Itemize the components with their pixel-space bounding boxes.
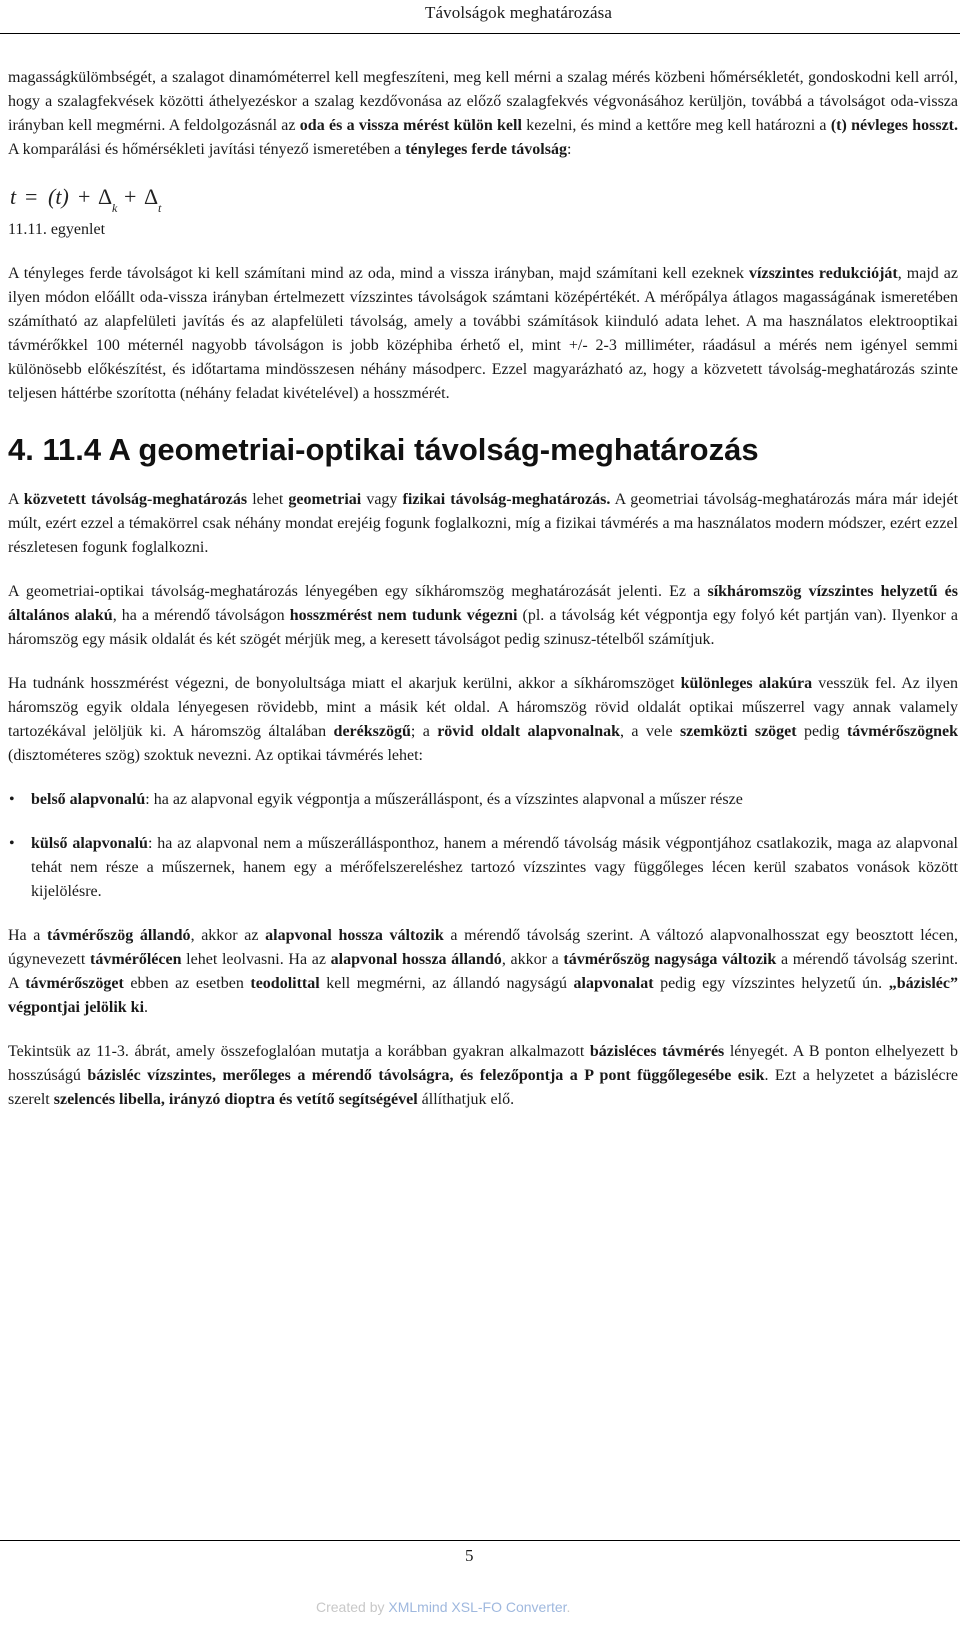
bold-text: rövid oldalt alapvonalnak [437, 723, 621, 740]
paragraph-base-rod [8, 1040, 958, 1112]
bold-text: alapvonal hossza változik [265, 927, 444, 944]
paragraph-horizontal-reduction [8, 262, 958, 406]
header-title: Távolságok meghatározása [425, 3, 612, 22]
text: : ha az alapvonal nem a műszerállásponthoz, hanem a mérendő távolság másik végpontjához csatlakozik, maga az alapvonal tehát nem része a műszernek, hanem egy a mérőfelszereléshez tartozó vízszintes vagy függőleges lécen kerül szabatos vonások között kijelölésre. [31, 835, 959, 900]
text: A tényleges ferde távolságot ki kell számítani mind az oda, mind a vissza irányban, majd számítani kell ezeknek [8, 265, 750, 282]
formula-plus-1: + [78, 184, 91, 209]
formula-t-paren: (t) [48, 184, 69, 209]
converter-link[interactable]: XMLmind XSL-FO Converter [388, 1599, 567, 1615]
bold-text: szemközti szöget [679, 723, 797, 740]
text: lehet [247, 491, 289, 508]
formula-equals: = [25, 184, 38, 209]
paragraph-plane-triangle [8, 580, 958, 652]
bold-text: szelencés libella, irányzó dioptra és vetítő segítségével [53, 1091, 418, 1108]
text: . Ezt a helyzetet a bázislécre szerelt [8, 1067, 958, 1108]
page-header [0, 0, 960, 34]
text: lehet leolvasni. Ha az [181, 951, 331, 968]
text: , majd az ilyen módon előállt oda-vissza irányban értelmezett vízszintes távolságok számtani középértékét. A mérőpálya átlagos magasságának ismeretében számítható az alapfelületi javítás és az alapfelületi távolság, amely a további számítások kiinduló adata lehet. A ma használatos elektrooptikai távmérőkkel 100 méternél nagyobb távolságon is jobb középhiba érhető el, mint +/- 2-3 milliméter, ráadásul a mérés nem igényel semmi különösebb előkészítést, és időtartama mindösszesen néhány másodperc. Ezzel magyarázható az, hogy a közvetett távolság-meghatározás szinte teljesen háttérbe szorította (néhány feladat kivételével) a hosszmérét. [8, 265, 959, 402]
text: , ha a mérendő távolságon [112, 607, 290, 624]
paragraph-rangefinder-angle [8, 924, 958, 1020]
page-footer [0, 1540, 960, 1626]
text: kezelni, és mind a kettőre meg kell határozni a [521, 117, 831, 134]
text: A komparálási és hőmérsékleti javítási tényező ismeretében a [8, 141, 406, 158]
formula-plus-2: + [124, 184, 137, 209]
formula-lhs: t [10, 184, 17, 209]
bold-text: távmérőszög nagysága változik [563, 951, 777, 968]
text: A [8, 491, 24, 508]
bold-text: geometriai [288, 491, 362, 508]
text: a mérendő távolság szerint. A változó alapvonalhosszat egy beosztott lécen, úgynevezett [8, 927, 959, 968]
bold-text: alapvonalat [573, 975, 654, 992]
bold-text: derékszögű [333, 723, 411, 740]
bold-text: teodolittal [250, 975, 320, 992]
bold-text: közvetett távolság-meghatározás [23, 491, 248, 508]
text: pedig [796, 723, 847, 740]
bold-text: fizikai távolság-meghatározás. [402, 491, 611, 508]
text: , akkor az [190, 927, 266, 944]
text: állíthatjuk elő. [417, 1091, 515, 1108]
bold-text: távmérőlécen [89, 951, 182, 968]
formula-delta-2: Δ [144, 184, 159, 209]
bold-text: vízszintes redukcióját [749, 265, 898, 282]
text: . [144, 999, 149, 1016]
bold-text: távmérőszöget [25, 975, 124, 992]
text: a mérendő távolság szerint. A [8, 951, 959, 992]
bold-text: síkháromszög vízszintes helyzetű és általános alakú [8, 583, 958, 624]
formula-image [8, 182, 178, 216]
text: (pl. a távolság két végpontja egy folyó két partján van). Ilyenkor a háromszög egy másik oldalát és két szögét mérjük meg, a keresett távolságot pedig szinusz-tételből számítjuk. [8, 607, 959, 648]
text: A geometriai-optikai távolság-meghatározás lényegében egy síkháromszög meghatározását jelenti. Ez a [8, 583, 708, 600]
baseline-type-list [8, 788, 958, 904]
bold-text: távmérőszög állandó [47, 927, 191, 944]
text: , akkor a [501, 951, 564, 968]
text: Ha tudnánk hosszmérést végezni, de bonyolultsága miatt el akarjuk kerülni, akkor a síkháromszöget [8, 675, 681, 692]
section-heading: 4. 11.4 A geometriai-optikai távolság-meghatározás [8, 432, 759, 467]
text: : [566, 141, 572, 158]
converter-suffix: . [566, 1599, 571, 1615]
text: , a vele [620, 723, 680, 740]
converter-credit [316, 1599, 570, 1615]
text: vagy [361, 491, 403, 508]
text: pedig egy vízszintes helyzetű ún. [653, 975, 889, 992]
page-number: 5 [465, 1546, 474, 1565]
converter-prefix: Created by [316, 1599, 389, 1615]
text: Ha a [8, 927, 48, 944]
bold-text: bázisléces távmérés [589, 1043, 725, 1060]
text: magasságkülömbségét, a szalagot dinamóméterrel kell megfeszíteni, meg kell mérni a szalag mérés közbeni hőmérsékletét, gondoskodni kell arról, hogy a szalagfekvések közötti áthelyezéskor a szalag kezdővonása az előző szalagfekvés végvonásához kerüljön, továbbá a távolságot oda-vissza irányban kell megmérni. A feldolgozásnál az [8, 69, 958, 134]
equation-formula [8, 182, 958, 216]
text: vesszük fel. Az ilyen háromszög egyik oldala lényegesen rövidebb, mint a másik két oldal. A háromszög rövid oldalát optikai műszerrel vagy annak valamely tartozékával jelöljük ki. A háromszög általában [8, 675, 959, 740]
text: kell megmérni, az állandó nagyságú [319, 975, 574, 992]
text: : ha az alapvonal egyik végpontja a műszerálláspont, és a vízszintes alapvonal a műszer része [145, 791, 743, 808]
bold-text: bázisléc vízszintes, merőleges a mérendő távolságra, és felezőpontja a P pont függőlegesébe esik [87, 1067, 765, 1084]
bold-text: oda és a vissza mérést külön kell [299, 117, 522, 134]
text: lényegét. A B ponton elhelyezett b hosszúságú [8, 1043, 959, 1084]
bold-text: külső alapvonalú [31, 835, 148, 852]
bold-text: (t) névleges hosszt. [830, 117, 959, 134]
paragraph-special-triangle [8, 672, 958, 768]
bold-text: különleges alakúra [680, 675, 813, 692]
bold-text: belső alapvonalú [31, 791, 146, 808]
text: Tekintsük az 11-3. ábrát, amely összefoglalóan mutatja a korábban gyakran alkalmazott [8, 1043, 590, 1060]
list-item [8, 788, 958, 812]
text: (disztométeres szög) szoktuk nevezni. Az optikai távmérés lehet: [8, 747, 423, 764]
bold-text: alapvonal hossza állandó [330, 951, 502, 968]
bold-text: távmérőszögnek [846, 723, 959, 740]
bold-text: tényleges ferde távolság [405, 141, 567, 158]
list-item [8, 832, 958, 904]
document-body [8, 66, 958, 1112]
formula-sub-t: t [158, 201, 162, 215]
paragraph-tape-measurement [8, 66, 958, 162]
formula-sub-k: k [112, 201, 118, 215]
equation-label: 11.11. egyenlet [8, 221, 106, 238]
bold-text: „bázisléc” végpontjai jelölik ki [8, 975, 959, 1016]
text: A geometriai távolság-meghatározás mára már idejét múlt, ezért ezzel a témakörrel csak néhány mondat erejéig fogunk foglalkozni, míg a fizikai távmérés a ma használatos modern módszer, ezért ezzel részletesen fogunk foglalkozni. [8, 491, 959, 556]
text: ebben az esetben [123, 975, 251, 992]
paragraph-indirect-methods [8, 488, 958, 560]
text: ; a [410, 723, 438, 740]
formula-delta-1: Δ [98, 184, 113, 209]
bold-text: hosszmérést nem tudunk végezni [289, 607, 518, 624]
